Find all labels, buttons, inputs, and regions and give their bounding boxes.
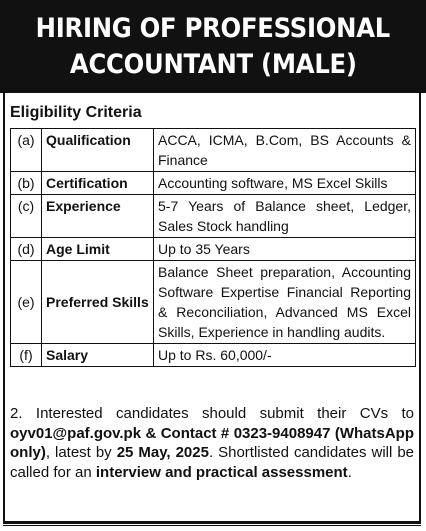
row-index: (d) [11,238,42,261]
note-end: . [347,463,352,481]
table-row [11,238,416,261]
row-label: Preferred Skills [42,261,154,344]
row-index: (f) [11,344,42,367]
row-index: (a) [11,129,42,172]
eligibility-table [10,128,416,367]
row-label: Qualification [42,129,154,172]
interview-text: interview and practical assessment [95,463,348,481]
table-row [11,129,416,172]
table-row [11,261,416,344]
row-label: Age Limit [42,238,154,261]
row-index: (c) [11,195,42,238]
bottom-divider [3,523,421,531]
table-row [11,195,416,238]
row-value: ACCA, ICMA, B.Com, BS Accounts & Finance [154,129,416,172]
row-value: Up to Rs. 60,000/- [154,344,416,367]
application-note [10,404,414,482]
row-label: Experience [42,195,154,238]
header-line-1: HIRING OF PROFESSIONAL [35,12,391,44]
row-index: (e) [11,261,42,344]
row-label: Certification [42,172,154,195]
header-line-2: ACCOUNTANT (MALE) [69,48,357,80]
contact-phone[interactable]: 0323-9408947 [233,424,331,442]
row-value: 5-7 Years of Balance sheet, Ledger, Sales Stock handling [154,195,416,238]
deadline-date: 25 May, 2025 [116,444,209,461]
deadline-prefix: , latest by [45,444,112,461]
row-value: Up to 35 Years [154,238,416,261]
note-intro: 2. Interested candidates should submit their CVs to [10,405,414,422]
row-index: (b) [11,172,42,195]
row-value: Accounting software, MS Excel Skills [154,172,416,195]
row-label: Salary [42,344,154,367]
contact-email[interactable]: oyv01@paf.gov.pk [10,424,142,442]
shortlist-text: . Shortlisted candidates will be called for an [10,444,415,481]
row-value: Balance Sheet preparation, Accounting Software Expertise Financial Reporting & Reconciliation, Advanced MS Excel Skills, Experience in handling audits. [154,261,416,344]
ad-header [0,0,426,93]
contact-label: & Contact # [145,424,230,442]
table-row [11,344,416,367]
table-row [11,172,416,195]
whatsapp-note: (WhatsApp only) [10,424,415,461]
eligibility-title: Eligibility Criteria [10,104,142,121]
